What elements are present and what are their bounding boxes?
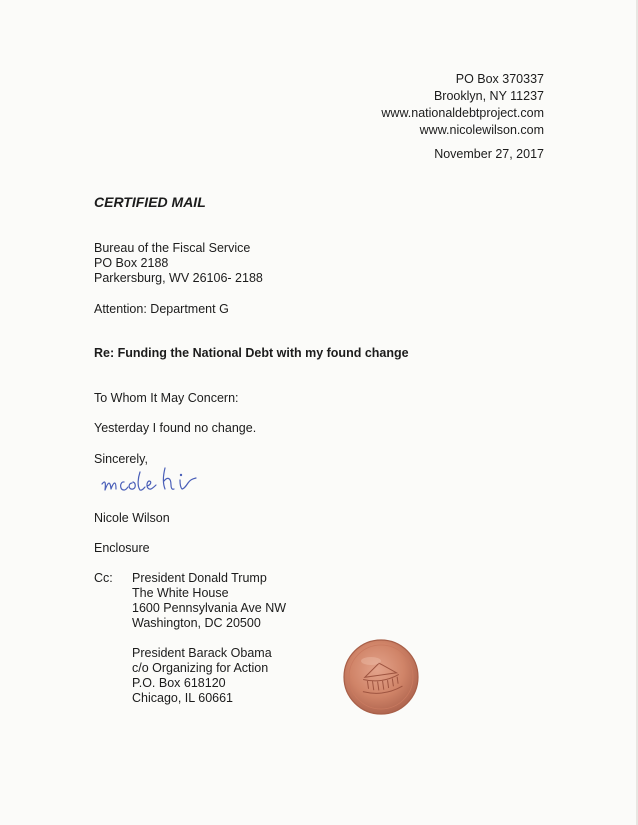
certified-mail-heading: CERTIFIED MAIL xyxy=(94,194,206,210)
enclosure-line: Enclosure xyxy=(94,541,150,555)
subject-line: Re: Funding the National Debt with my found change xyxy=(94,346,409,360)
recipient-line-2: PO Box 2188 xyxy=(94,256,169,270)
attention-line: Attention: Department G xyxy=(94,302,229,316)
cc-recipient-1-line: The White House xyxy=(132,586,229,600)
handwritten-signature xyxy=(96,462,256,502)
cc-recipient-1 xyxy=(132,571,286,631)
cc-recipient-2-line: Chicago, IL 60661 xyxy=(132,691,234,705)
cc-recipient-2-line: President Barack Obama xyxy=(132,646,272,660)
cc-recipient-1-line: Washington, DC 20500 xyxy=(132,616,261,630)
cc-recipient-2-line: P.O. Box 618120 xyxy=(132,676,226,690)
recipient-line-1: Bureau of the Fiscal Service xyxy=(94,241,251,255)
signer-name: Nicole Wilson xyxy=(94,511,170,525)
sender-city: Brooklyn, NY 11237 xyxy=(433,89,544,103)
penny-coin-image xyxy=(341,637,421,717)
cc-recipient-1-line: President Donald Trump xyxy=(132,571,267,585)
sender-website-1: www.nationaldebtproject.com xyxy=(381,106,544,120)
sender-po-box: PO Box 370337 xyxy=(455,72,544,86)
recipient-line-3: Parkersburg, WV 26106- 2188 xyxy=(94,271,263,285)
cc-recipient-2 xyxy=(132,646,272,706)
sender-website-2: www.nicolewilson.com xyxy=(419,123,544,137)
cc-label: Cc: xyxy=(94,571,113,585)
letter-date: November 27, 2017 xyxy=(434,147,544,161)
cc-recipient-1-line: 1600 Pennsylvania Ave NW xyxy=(132,601,287,615)
letter-body: Yesterday I found no change. xyxy=(94,421,257,435)
closing: Sincerely, xyxy=(94,452,148,466)
sender-address xyxy=(381,71,544,139)
cc-recipient-2-line: c/o Organizing for Action xyxy=(132,661,269,675)
salutation: To Whom It May Concern: xyxy=(94,391,239,405)
